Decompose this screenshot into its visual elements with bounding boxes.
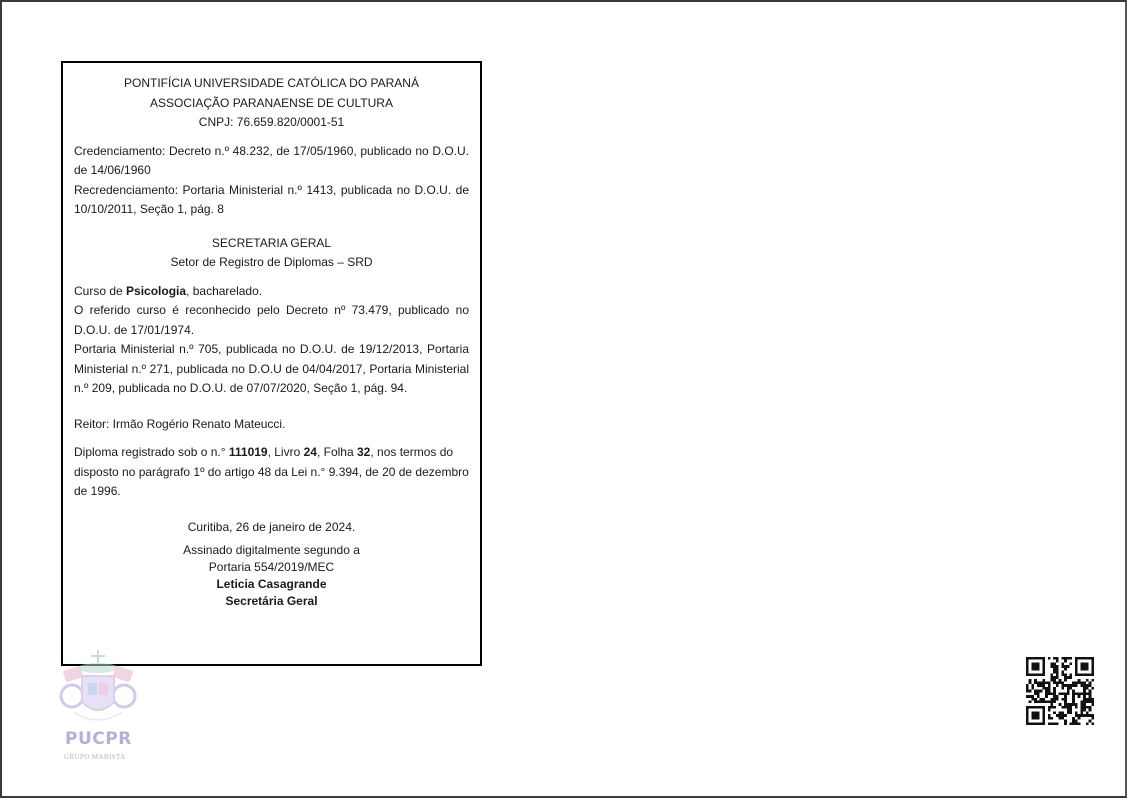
registration-text-2: , Livro bbox=[267, 445, 304, 459]
cnpj: CNPJ: 76.659.820/0001-51 bbox=[198, 115, 345, 129]
signature-line-2: Portaria 554/2019/MEC bbox=[208, 560, 335, 574]
office-name: SECRETARIA GERAL bbox=[211, 235, 332, 250]
credenciamento-text: Credenciamento: Decreto n.º 48.232, de 17/05/1960, publicado no D.O.U. de 14/06/1960 bbox=[74, 143, 469, 177]
signer-role-text: Secretária Geral bbox=[225, 594, 318, 608]
registration-number: 111019 bbox=[228, 445, 268, 459]
registration-record-box bbox=[61, 61, 482, 666]
signer-name bbox=[74, 576, 469, 593]
signature-line-1: Assinado digitalmente segundo a bbox=[183, 543, 360, 557]
office-sector: Setor de Registro de Diplomas – SRD bbox=[170, 255, 373, 269]
place-date: Curitiba, 26 de janeiro de 2024. bbox=[187, 519, 356, 534]
registration-text-3: , Folha bbox=[316, 445, 357, 459]
course-recognition: O referido curso é reconhecido pelo Decreto nº 73.479, publicado no D.O.U. de 17/01/1974. bbox=[74, 303, 469, 337]
recredenciamento-text: Recredenciamento: Portaria Ministerial n.º 1413, publicada no D.O.U. de 10/10/2011, Seção 1, pág. 8 bbox=[74, 182, 469, 216]
signature-block bbox=[74, 542, 469, 610]
signer-name-text: Leticia Casagrande bbox=[216, 577, 327, 591]
logo-subtitle: GRUPO MARISTA bbox=[64, 753, 126, 761]
rector-line: Reitor: Irmão Rogério Renato Mateucci. bbox=[74, 416, 286, 431]
registration-sheet: 32 bbox=[357, 445, 371, 459]
signer-role bbox=[74, 593, 469, 610]
university-name: PONTIFÍCIA UNIVERSIDADE CATÓLICA DO PARANÁ bbox=[124, 76, 419, 90]
registration-book: 24 bbox=[303, 445, 317, 459]
course-prefix: Curso de bbox=[74, 283, 127, 298]
course-ordinances: Portaria Ministerial n.º 705, publicada no D.O.U. de 19/12/2013, Portaria Ministerial n.º 271, publicada no D.O.U de 04/04/2017, Portaria Ministerial n.º 209, publicada no D.O.U. de 07/07/2020, Seção 1, pág. 94. bbox=[74, 342, 469, 395]
course-name: Psicologia bbox=[126, 283, 187, 298]
qr-code-icon bbox=[1026, 657, 1094, 725]
logo-name: PUCPR bbox=[65, 729, 132, 749]
registration-text-4: , nos termos do disposto no parágrafo 1º do artigo 48 da Lei n.° 9.394, de 20 de dezembro de 1996. bbox=[74, 445, 469, 498]
course-suffix: , bacharelado. bbox=[186, 283, 263, 298]
association-name: ASSOCIAÇÃO PARANAENSE DE CULTURA bbox=[150, 95, 393, 110]
registration-text-1: Diploma registrado sob o n.° bbox=[74, 445, 229, 459]
course-line bbox=[74, 282, 469, 302]
registration-text bbox=[74, 443, 469, 502]
